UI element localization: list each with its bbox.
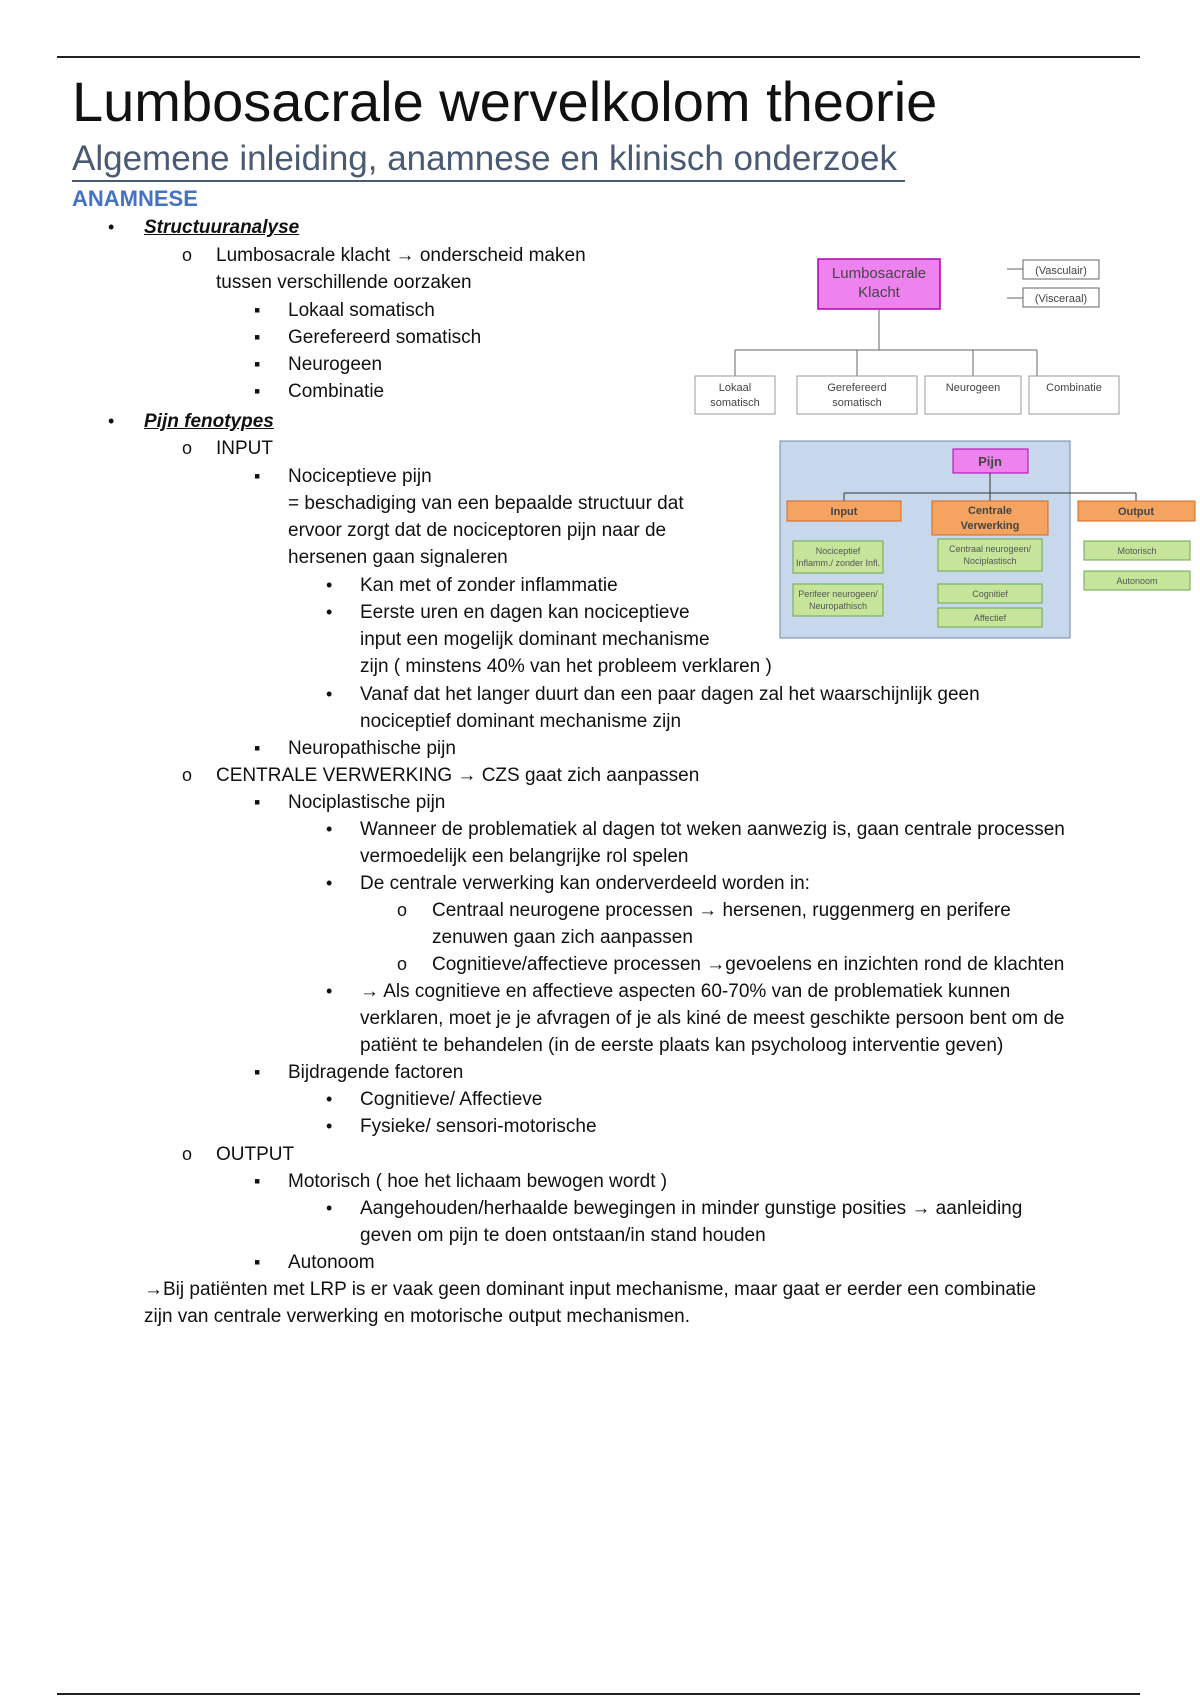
bullet: o: [182, 765, 193, 785]
text-line: ervoor zorgt dat de nociceptoren pijn naar de: [288, 520, 667, 541]
perifeer-label: Perifeer neurogeen/: [798, 589, 878, 599]
motorisch-label: Motorisch: [1117, 546, 1157, 556]
output-label: Output: [1117, 506, 1155, 518]
list-item: Nociceptieve pijn: [288, 466, 432, 487]
list-item: Motorisch ( hoe het lichaam bewogen wordt ): [288, 1171, 668, 1192]
bullet: o: [397, 954, 408, 974]
input-label: Input: [830, 506, 858, 518]
page-subtitle: Algemene inleiding, anamnese en klinisch onderzoek: [72, 138, 905, 182]
text-line: tussen verschillende oorzaken: [216, 272, 472, 293]
bullet: ▪: [254, 327, 261, 347]
text-line: patiënt te behandelen (in de eerste plaats kan psycholoog interventie geven): [360, 1035, 1004, 1056]
bullet: ▪: [254, 1252, 261, 1272]
bullet: o: [182, 245, 193, 265]
text-line: OUTPUT: [216, 1144, 295, 1165]
root-label-1: Lumbosacrale: [831, 265, 927, 282]
child-label: Lokaal: [718, 382, 752, 394]
text-line: Lumbosacrale klacht → onderscheid maken: [216, 245, 586, 266]
bullet: •: [326, 1198, 333, 1218]
bullet: •: [326, 1089, 333, 1109]
cognitief-label: Cognitief: [972, 589, 1008, 599]
side-label: (Vasculair): [1035, 265, 1087, 277]
bullet: o: [182, 1144, 193, 1164]
bullet: ▪: [254, 300, 261, 320]
list-item: Combinatie: [288, 381, 385, 402]
bullet: o: [182, 438, 193, 458]
bullet: ▪: [254, 466, 261, 486]
child-label: somatisch: [710, 397, 760, 409]
bullet: •: [108, 217, 115, 237]
list-item: Cognitieve/ Affectieve: [360, 1089, 543, 1110]
structuuranalyse-label: Structuuranalyse: [144, 217, 300, 238]
bullet: ▪: [254, 1062, 261, 1082]
bullet: ▪: [254, 381, 261, 401]
bullet: •: [326, 981, 333, 1001]
bullet: ▪: [254, 738, 261, 758]
text-line: Eerste uren en dagen kan nociceptieve: [360, 602, 690, 623]
text-line: geven om pijn te doen ontstaan/in stand houden: [360, 1225, 766, 1246]
bullet: ▪: [254, 792, 261, 812]
pijn-fenotypes-diagram: [775, 438, 1200, 643]
text-line: nociceptief dominant mechanisme zijn: [360, 711, 682, 732]
root-label-2: Klacht: [858, 284, 900, 301]
list-item: Fysieke/ sensori-motorische: [360, 1116, 597, 1137]
text-line: Aangehouden/herhaalde bewegingen in minder gunstige posities → aanleiding: [360, 1198, 1023, 1219]
text-line: Vanaf dat het langer duurt dan een paar dagen zal het waarschijnlijk geen: [360, 684, 980, 705]
text-line: verklaren, moet je je afvragen of je als kiné de meest geschikte persoon bent om de: [360, 1008, 1065, 1029]
perifeer-label: Neuropathisch: [808, 601, 868, 611]
autonoom-label: Autonoom: [1116, 576, 1158, 586]
bullet: ▪: [254, 1171, 261, 1191]
centrale-label: Centrale: [967, 505, 1013, 517]
bullet: •: [326, 684, 333, 704]
child-label: Gerefereerd: [827, 382, 887, 394]
bullet: •: [326, 873, 333, 893]
bottom-rule: [57, 1693, 1140, 1695]
top-rule: [57, 56, 1140, 58]
text-line: Centraal neurogene processen → hersenen, ruggenmerg en perifere: [432, 900, 1011, 921]
bullet: •: [326, 1116, 333, 1136]
bullet: o: [397, 900, 408, 920]
bullet: •: [326, 575, 333, 595]
text-line: CENTRALE VERWERKING → CZS gaat zich aanpassen: [216, 765, 700, 786]
list-item: Bijdragende factoren: [288, 1062, 464, 1083]
text-line: → Als cognitieve en affectieve aspecten 60-70% van de problematiek kunnen: [360, 981, 1011, 1002]
list-item: Autonoom: [288, 1252, 375, 1273]
list-item: Gerefereerd somatisch: [288, 327, 482, 348]
nociceptief-label: Nociceptief: [815, 546, 861, 556]
side-label: (Visceraal): [1034, 293, 1088, 305]
text-line: vermoedelijk een belangrijke rol spelen: [360, 846, 689, 867]
bullet: •: [326, 602, 333, 622]
text-line: = beschadiging van een bepaalde structuur dat: [288, 493, 684, 514]
centraal-label: Centraal neurogeen/: [948, 544, 1032, 554]
text-line: De centrale verwerking kan onderverdeeld worden in:: [360, 873, 810, 894]
child-label: Neurogeen: [945, 382, 1001, 394]
text-line: zenuwen gaan zich aanpassen: [432, 927, 693, 948]
list-item: Neurogeen: [288, 354, 383, 375]
centrale-label: Verwerking: [960, 520, 1020, 532]
page-title: Lumbosacrale wervelkolom theorie: [72, 70, 938, 133]
bullet: •: [326, 819, 333, 839]
list-item: Lokaal somatisch: [288, 300, 435, 321]
text-line: hersenen gaan signaleren: [288, 547, 508, 568]
text-line: input een mogelijk dominant mechanisme: [360, 629, 710, 650]
text-line: INPUT: [216, 438, 273, 459]
bullet: ▪: [254, 354, 261, 374]
nociceptief-label: Inflamm./ zonder Infl.: [795, 558, 881, 568]
text-line: Wanneer de problematiek al dagen tot weken aanwezig is, gaan centrale processen: [360, 819, 1065, 840]
child-label: Combinatie: [1046, 382, 1102, 394]
klacht-tree-diagram: [685, 250, 1135, 420]
list-item: Nociplastische pijn: [288, 792, 446, 813]
conclusion-line: zijn van centrale verwerking en motorische output mechanismen.: [144, 1306, 690, 1327]
bullet: •: [108, 411, 115, 431]
text-line: Cognitieve/affectieve processen →gevoelens en inzichten rond de klachten: [432, 954, 1065, 975]
pijn-fenotypes-label: Pijn fenotypes: [144, 411, 274, 432]
affectief-label: Affectief: [973, 613, 1007, 623]
list-item: Neuropathische pijn: [288, 738, 456, 759]
child-label: somatisch: [832, 397, 882, 409]
centraal-label: Nociplastisch: [963, 556, 1017, 566]
list-item: Kan met of zonder inflammatie: [360, 575, 618, 596]
section-heading: ANAMNESE: [72, 186, 198, 211]
text-line: zijn ( minstens 40% van het probleem verklaren ): [360, 656, 772, 677]
pijn-label: Pijn: [978, 454, 1002, 469]
conclusion-line: →Bij patiënten met LRP is er vaak geen dominant input mechanisme, maar gaat er eerder een combinatie: [144, 1279, 1037, 1300]
